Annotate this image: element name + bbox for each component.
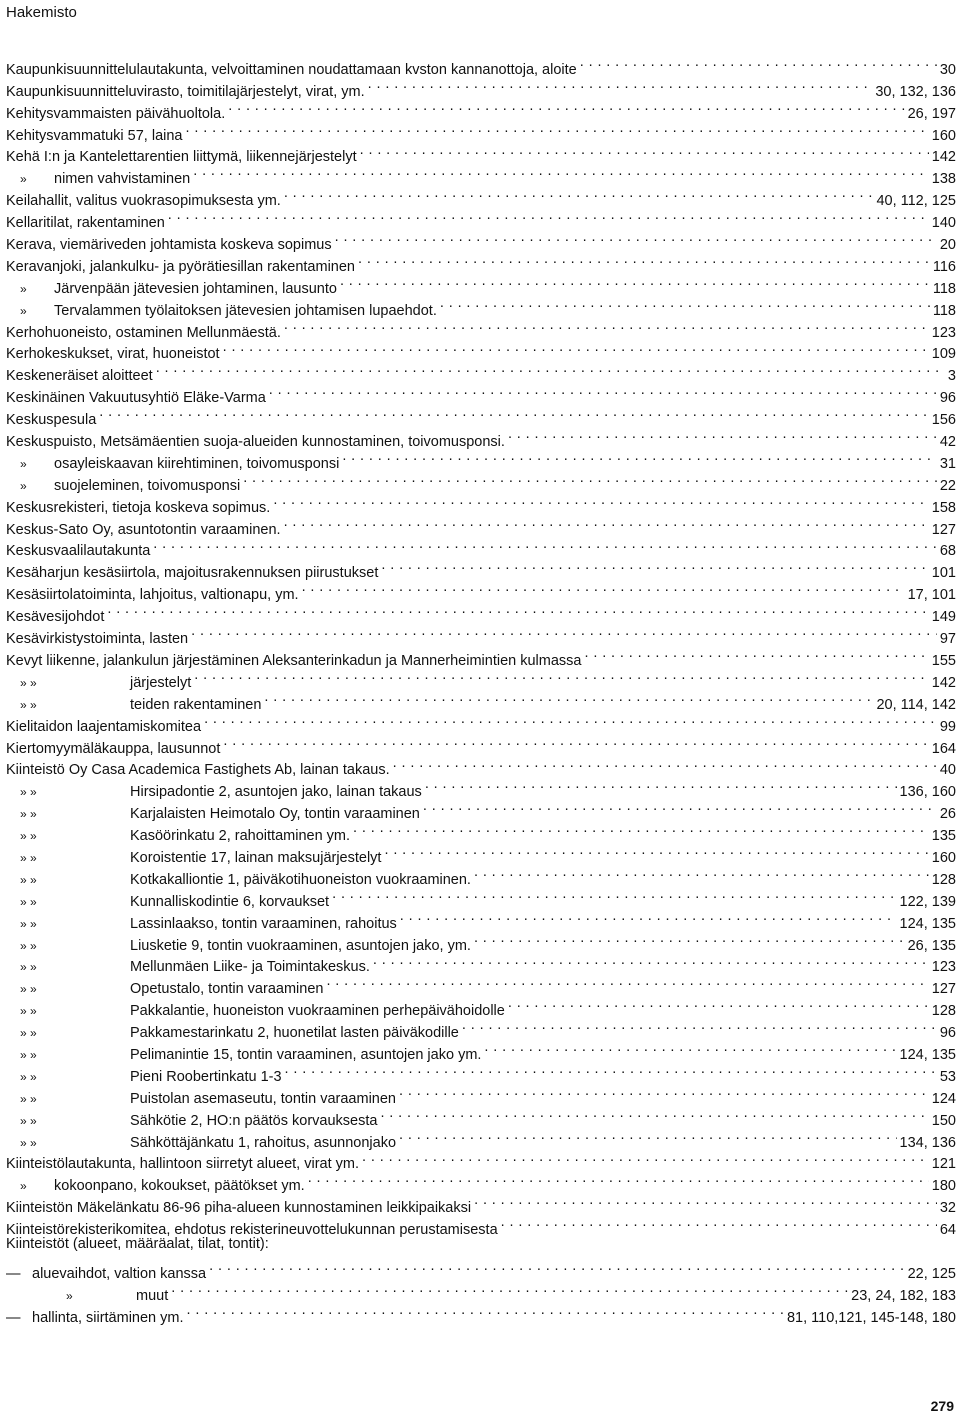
dot-leader	[243, 468, 937, 490]
entry-text: suojeleminen, toivomusponsi	[54, 477, 241, 494]
entry-pages: 124, 135	[899, 1046, 956, 1063]
dot-leader	[580, 52, 937, 74]
ditto-mark: —	[6, 1265, 21, 1282]
entry-text: Keskusvaalilautakunta	[6, 543, 151, 560]
dot-leader	[171, 1278, 848, 1300]
dot-leader	[191, 621, 937, 643]
ditto-mark: » »	[20, 1047, 37, 1062]
entry-text: Pelimanintie 15, tontin varaaminen, asuntojen jako ym.	[130, 1046, 482, 1063]
entry-text: Puistolan asemaseutu, tontin varaaminen	[130, 1090, 396, 1107]
entry-pages: 138	[931, 171, 956, 188]
dot-leader	[380, 1103, 928, 1125]
entry-text: Kerhohuoneisto, ostaminen Mellunmäestä.	[6, 324, 281, 341]
dot-leader	[501, 1212, 937, 1234]
ditto-mark: » »	[20, 982, 37, 997]
entry-text: Kiinteistö Oy Casa Academica Fastighets Ab, lainan takaus.	[6, 762, 390, 779]
ditto-mark: »	[66, 1288, 73, 1303]
dot-leader	[474, 928, 905, 950]
entry-pages: 53	[939, 1068, 956, 1085]
dot-leader	[228, 96, 904, 118]
entry-pages: 23, 24, 182, 183	[851, 1287, 956, 1304]
dot-leader	[168, 205, 929, 227]
entry-text: Kehä I:n ja Kantelettarentien liittymä, liikennejärjestelyt	[6, 149, 357, 166]
entry-text: Pakkalantie, huoneiston vuokraaminen perhepäivähoidolle	[130, 1003, 505, 1020]
ditto-mark: » »	[20, 1113, 37, 1128]
index-entry	[6, 52, 956, 78]
entry-pages: 158	[931, 499, 956, 516]
entry-pages: 160	[931, 849, 956, 866]
dot-leader	[584, 643, 928, 665]
page-title: Hakemisto	[6, 4, 77, 21]
entry-text: nimen vahvistaminen	[54, 171, 191, 188]
entry-pages: 96	[939, 1025, 956, 1042]
entry-pages: 3	[947, 368, 956, 385]
entry-text: Kiinteistölautakunta, hallintoon siirretyt alueet, virat ym.	[6, 1156, 360, 1173]
dot-leader	[425, 774, 897, 796]
entry-pages: 160	[931, 127, 956, 144]
ditto-mark: » »	[20, 960, 37, 975]
entry-text: teiden rakentaminen	[130, 696, 262, 713]
ditto-mark: »	[20, 478, 27, 493]
entry-text: Kielitaidon laajentamiskomitea	[6, 718, 202, 735]
entry-pages: 122, 139	[899, 893, 956, 910]
entry-text: Liusketie 9, tontin vuokraaminen, asuntojen jako, ym.	[130, 937, 471, 954]
dot-leader	[204, 709, 937, 731]
dot-leader	[484, 1037, 896, 1059]
entry-pages: 81, 110,121, 145-148, 180	[786, 1309, 956, 1326]
ditto-mark: » »	[20, 850, 37, 865]
entry-pages: 20	[939, 237, 956, 254]
entry-pages: 64	[939, 1222, 956, 1239]
dot-leader	[362, 1147, 929, 1169]
entry-pages: 68	[939, 543, 956, 560]
dot-leader	[393, 753, 937, 775]
ditto-mark: » »	[20, 1135, 37, 1150]
dot-leader	[508, 424, 937, 446]
dot-leader	[269, 380, 937, 402]
entry-pages: 30	[939, 61, 956, 78]
entry-pages: 118	[932, 280, 956, 297]
entry-text: Kaupunkisuunnittelulautakunta, velvoittaminen noudattamaan kvston kannanottoja, aloite	[6, 61, 577, 78]
entry-text: Kesäharjun kesäsiirtola, majoitusrakennuksen piirustukset	[6, 565, 379, 582]
entry-text: Karjalaisten Heimotalo Oy, tontin varaaminen	[130, 806, 420, 823]
entry-text: Tervalammen työlaitoksen jätevesien johtamisen lupaehdot.	[54, 302, 437, 319]
dot-leader	[223, 337, 929, 359]
entry-text: muut	[136, 1287, 169, 1304]
entry-text: Sähköttäjänkatu 1, rahoitus, asunnonjako	[130, 1134, 397, 1151]
ditto-mark: » »	[20, 785, 37, 800]
dot-leader	[107, 599, 928, 621]
dot-leader	[285, 1059, 937, 1081]
entry-pages: 31	[939, 455, 956, 472]
entry-pages: 40, 112, 125	[876, 193, 956, 210]
dot-leader	[326, 971, 928, 993]
entry-text: Kehitysvammaisten päivähuoltola.	[6, 105, 226, 122]
entry-pages: 140	[931, 215, 956, 232]
ditto-mark: » »	[20, 1026, 37, 1041]
index-list	[6, 52, 956, 1326]
entry-text: järjestelyt	[130, 674, 192, 691]
entry-pages: 134, 136	[899, 1134, 956, 1151]
entry-pages: 116	[932, 258, 956, 275]
entry-text: Keskuspuisto, Metsämäentien suoja-alueiden kunnostaminen, toivomusponsi.	[6, 434, 505, 451]
entry-text: kokoonpano, kokoukset, päätökset ym.	[54, 1178, 305, 1195]
ditto-mark: » »	[20, 697, 37, 712]
dot-leader	[335, 227, 937, 249]
dot-leader	[353, 818, 929, 840]
ditto-mark: » »	[20, 894, 37, 909]
dot-leader	[373, 950, 929, 972]
entry-text: Kellaritilat, rakentaminen	[6, 215, 165, 232]
entry-text: Kesävesijohdot	[6, 609, 105, 626]
index-entry	[6, 424, 956, 451]
entry-pages: 124, 135	[899, 915, 956, 932]
ditto-mark: »	[20, 456, 27, 471]
entry-text: Pieni Roobertinkatu 1-3	[130, 1068, 282, 1085]
dot-leader	[284, 512, 929, 534]
entry-pages: 136, 160	[899, 784, 956, 801]
entry-pages: 26	[939, 806, 956, 823]
dot-leader	[194, 665, 929, 687]
ditto-mark: —	[6, 1309, 21, 1326]
dot-leader	[360, 140, 929, 162]
entry-pages: 30, 132, 136	[875, 83, 956, 100]
entry-pages: 118	[932, 302, 956, 319]
entry-text: Opetustalo, tontin varaaminen	[130, 981, 324, 998]
index-entry	[6, 402, 956, 429]
dot-leader	[302, 577, 905, 599]
ditto-mark: » »	[20, 872, 37, 887]
entry-pages: 135	[931, 828, 956, 845]
dot-leader	[474, 862, 929, 884]
dot-leader	[153, 534, 937, 556]
dot-leader	[156, 358, 945, 380]
entry-pages: 20, 114, 142	[876, 696, 956, 713]
dot-leader	[381, 555, 928, 577]
entry-text: Pakkamestarinkatu 2, huonetilat lasten päiväkodille	[130, 1025, 459, 1042]
dot-leader	[399, 1125, 897, 1147]
entry-text: Koroistentie 17, lainan maksujärjestelyt	[130, 849, 382, 866]
entry-text: hallinta, siirtäminen ym.	[32, 1309, 184, 1326]
dot-leader	[384, 840, 928, 862]
dot-leader	[193, 161, 929, 183]
dot-leader	[340, 271, 930, 293]
dot-leader	[508, 993, 929, 1015]
entry-text: Kotkakalliontie 1, päiväkotihuoneiston vuokraaminen.	[130, 871, 471, 888]
entry-text: Keskus-Sato Oy, asuntotontin varaaminen.	[6, 521, 281, 538]
ditto-mark: »	[20, 281, 27, 296]
entry-pages: 40	[939, 762, 956, 779]
entry-pages: 127	[931, 981, 956, 998]
dot-leader	[400, 906, 897, 928]
ditto-mark: » »	[20, 675, 37, 690]
entry-text: Kasöörinkatu 2, rahoittaminen ym.	[130, 828, 351, 845]
ditto-mark: » »	[20, 1004, 37, 1019]
entry-pages: 26, 197	[907, 105, 956, 122]
dot-leader	[358, 249, 930, 271]
dot-leader	[284, 183, 874, 205]
entry-text: Kerhokeskukset, virat, huoneistot	[6, 346, 220, 363]
ditto-mark: » »	[20, 938, 37, 953]
entry-pages: 32	[939, 1200, 956, 1217]
dot-leader	[399, 1081, 929, 1103]
dot-leader	[368, 74, 873, 96]
dot-leader	[308, 1168, 929, 1190]
ditto-mark: »	[20, 1179, 27, 1194]
page-number: 279	[930, 1398, 954, 1414]
entry-pages: 164	[931, 740, 956, 757]
entry-pages: 97	[939, 631, 956, 648]
entry-pages: 142	[931, 674, 956, 691]
entry-text: Keskinäinen Vakuutusyhtiö Eläke-Varma	[6, 390, 266, 407]
dot-leader	[187, 1300, 784, 1322]
ditto-mark: » »	[20, 916, 37, 931]
entry-text: Kunnalliskodintie 6, korvaukset	[130, 893, 330, 910]
entry-pages: 155	[931, 652, 956, 669]
entry-pages: 124	[931, 1090, 956, 1107]
ditto-mark: »	[20, 303, 27, 318]
entry-text: Kehitysvammatuki 57, laina	[6, 127, 183, 144]
entry-pages: 17, 101	[907, 587, 956, 604]
dot-leader	[223, 731, 928, 753]
entry-pages: 180	[931, 1178, 956, 1195]
entry-text: Keilahallit, valitus vuokrasopimuksesta ym.	[6, 193, 281, 210]
ditto-mark: » »	[20, 829, 37, 844]
entry-text: aluevaihdot, valtion kanssa	[32, 1265, 207, 1282]
dot-leader	[423, 796, 937, 818]
entry-text: Hirsipadontie 2, asuntojen jako, lainan takaus	[130, 784, 422, 801]
entry-pages: 22, 125	[907, 1265, 956, 1282]
entry-text: Kiertomyymäläkauppa, lausunnot	[6, 740, 221, 757]
entry-text: Kiinteistön Mäkelänkatu 86-96 piha-alueen kunnostaminen leikkipaikaksi	[6, 1200, 472, 1217]
entry-pages: 123	[931, 324, 956, 341]
entry-pages: 96	[939, 390, 956, 407]
dot-leader	[273, 490, 928, 512]
entry-pages: 127	[931, 521, 956, 538]
entry-text: Kaupunkisuunnitteluvirasto, toimitilajärjestelyt, virat, ym.	[6, 83, 365, 100]
entry-pages: 128	[931, 871, 956, 888]
dot-leader	[440, 293, 930, 315]
dot-leader	[332, 884, 896, 906]
entry-pages: 150	[931, 1112, 956, 1129]
entry-pages: 156	[931, 412, 956, 429]
entry-pages: 42	[939, 434, 956, 451]
entry-text: Kesävirkistystoiminta, lasten	[6, 631, 189, 648]
entry-text: Sähkötie 2, HO:n päätös korvauksesta	[130, 1112, 378, 1129]
entry-text: Kiinteistörekisterikomitea, ehdotus rekisterineuvottelukunnan perustamisesta	[6, 1222, 498, 1239]
ditto-mark: »	[20, 172, 27, 187]
entry-pages: 121	[931, 1156, 956, 1173]
ditto-mark: » »	[20, 807, 37, 822]
entry-pages: 123	[931, 959, 956, 976]
entry-text: Keskusrekisteri, tietoja koskeva sopimus.	[6, 499, 271, 516]
entry-pages: 22	[939, 477, 956, 494]
entry-pages: 128	[931, 1003, 956, 1020]
entry-text: Kerava, viemäriveden johtamista koskeva sopimus	[6, 237, 332, 254]
entry-text: Keskuspesula	[6, 412, 97, 429]
entry-text: Keskeneräiset aloitteet	[6, 368, 153, 385]
ditto-mark: » »	[20, 1091, 37, 1106]
entry-text: Mellunmäen Liike- ja Toimintakeskus.	[130, 959, 370, 976]
entry-pages: 101	[931, 565, 956, 582]
dot-leader	[186, 118, 929, 140]
entry-pages: 26, 135	[907, 937, 956, 954]
entry-pages: 149	[931, 609, 956, 626]
entry-text: Kiinteistöt (alueet, määräalat, tilat, tontit):	[6, 1236, 269, 1253]
entry-pages: 99	[939, 718, 956, 735]
entry-text: Järvenpään jätevesien johtaminen, lausunto	[54, 280, 337, 297]
entry-text: Keravanjoki, jalankulku- ja pyörätiesillan rakentaminen	[6, 258, 355, 275]
dot-leader	[264, 687, 873, 709]
entry-text: Lassinlaakso, tontin varaaminen, rahoitus	[130, 915, 397, 932]
entry-pages: 109	[931, 346, 956, 363]
dot-leader	[284, 315, 929, 337]
dot-leader	[342, 446, 937, 468]
dot-leader	[99, 402, 929, 424]
ditto-mark: » »	[20, 1069, 37, 1084]
index-entry	[6, 1256, 956, 1282]
entry-pages: 142	[931, 149, 956, 166]
entry-text: osayleiskaavan kiirehtiminen, toivomusponsi	[54, 455, 340, 472]
dot-leader	[462, 1015, 937, 1037]
dot-leader	[474, 1190, 937, 1212]
dot-leader	[209, 1256, 904, 1278]
entry-text: Kevyt liikenne, jalankulun järjestäminen Aleksanterinkadun ja Mannerheimintien kulmassa	[6, 652, 582, 669]
entry-text: Kesäsiirtolatoiminta, lahjoitus, valtionapu, ym.	[6, 587, 299, 604]
index-entry	[6, 599, 956, 626]
index-entry	[6, 621, 956, 648]
